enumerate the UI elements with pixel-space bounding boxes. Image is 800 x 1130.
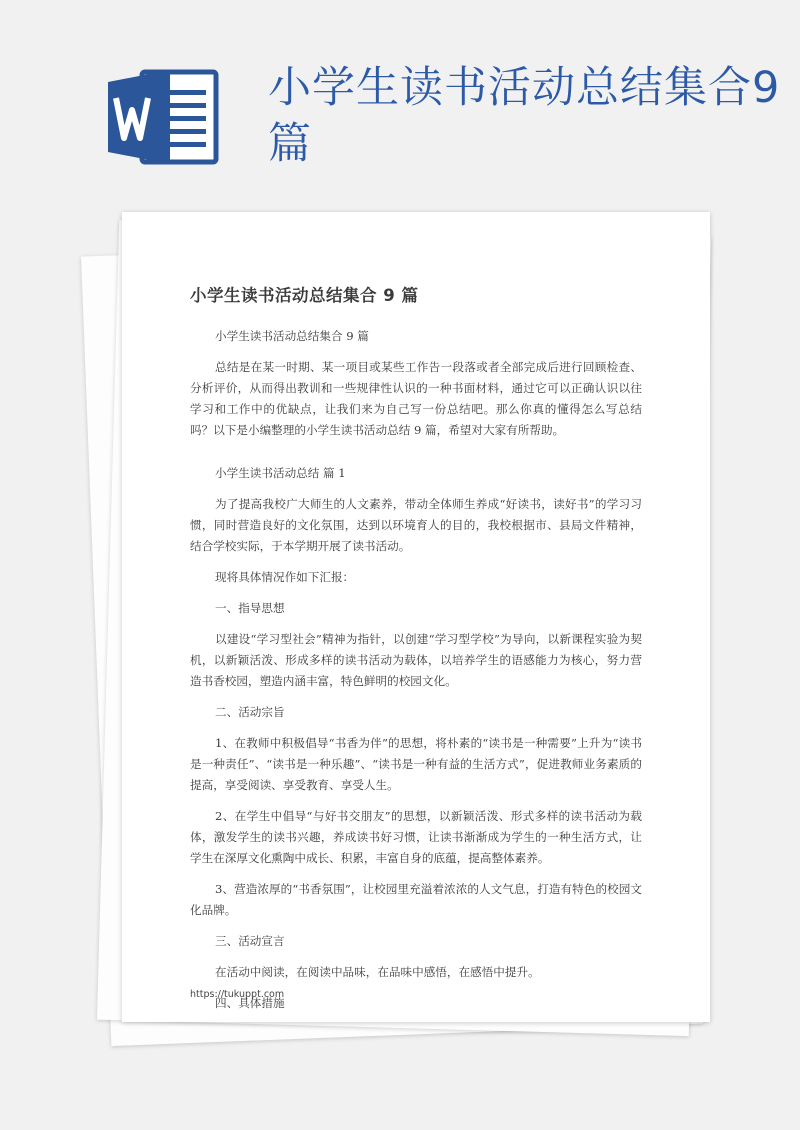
paragraph: 总结是在某一时期、某一项目或某些工作告一段落或者全部完成后进行回顾检查、分析评价，从而得出教训和一些规律性认识的一种书面材料，通过它可以正确认识以往学习和工作中的优缺点，让我们来为自己写一份总结吧。那么你真的懂得怎么写总结吗？以下是小编整理的小学生读书活动总结 9 篇，希望对大家有所帮助。 <box>190 360 642 437</box>
paragraph: 以建设“学习型社会”精神为指针，以创建“学习型学校”为导向，以新课程实验为契机，以新颖活泼、形成多样的读书活动为载体，以培养学生的语感能力为核心，努力营造书香校园，塑造内涵丰富，特色鲜明的校园文化。 <box>190 632 642 688</box>
word-document-icon <box>108 68 220 166</box>
page-title: 小学生读书活动总结集合9篇 <box>268 63 781 169</box>
document-body <box>190 282 642 1024</box>
footer-url: https://tukuppt.com <box>190 989 285 1000</box>
document-page <box>122 212 710 1022</box>
section-heading: 小学生读书活动总结 篇 1 <box>215 466 346 480</box>
paragraph: 现将具体情况作如下汇报： <box>215 570 355 584</box>
document-title: 小学生读书活动总结集合 9 篇 <box>190 286 419 305</box>
paragraph: 为了提高我校广大师生的人文素养，带动全体师生养成“好读书，读好书”的学习习惯，同时营造良好的文化氛围，达到以环境育人的目的，我校根据市、县局文件精神，结合学校实际，于本学期开展了读书活动。 <box>190 497 642 553</box>
section-heading: 四、具体措施 <box>215 996 285 1010</box>
paragraph: 在活动中阅读，在阅读中品味，在品味中感悟，在感悟中提升。 <box>215 965 540 979</box>
paragraph: 3、营造浓厚的“书香氛围”，让校园里充溢着浓浓的人文气息，打造有特色的校园文化品牌。 <box>190 882 642 917</box>
section-heading: 二、活动宗旨 <box>215 705 285 719</box>
paragraph: 1、在教师中积极倡导“书香为伴”的思想，将朴素的“读书是一种需要”上升为“读书是一种责任”、“读书是一种乐趣”、“读书是一种有益的生活方式”，促进教师业务素质的提高，享受阅读、享受教育、享受人生。 <box>190 736 642 792</box>
section-heading: 三、活动宣言 <box>215 934 285 948</box>
paragraph: 2、在学生中倡导“与好书交朋友”的思想，以新颖活泼、形式多样的读书活动为载体，激发学生的读书兴趣，养成读书好习惯，让读书渐渐成为学生的一种生活方式，让学生在深厚文化熏陶中成长、积累，丰富自身的底蕴，提高整体素养。 <box>190 809 642 865</box>
section-heading: 一、指导思想 <box>215 601 285 615</box>
paragraph: 小学生读书活动总结集合 9 篇 <box>215 329 369 343</box>
